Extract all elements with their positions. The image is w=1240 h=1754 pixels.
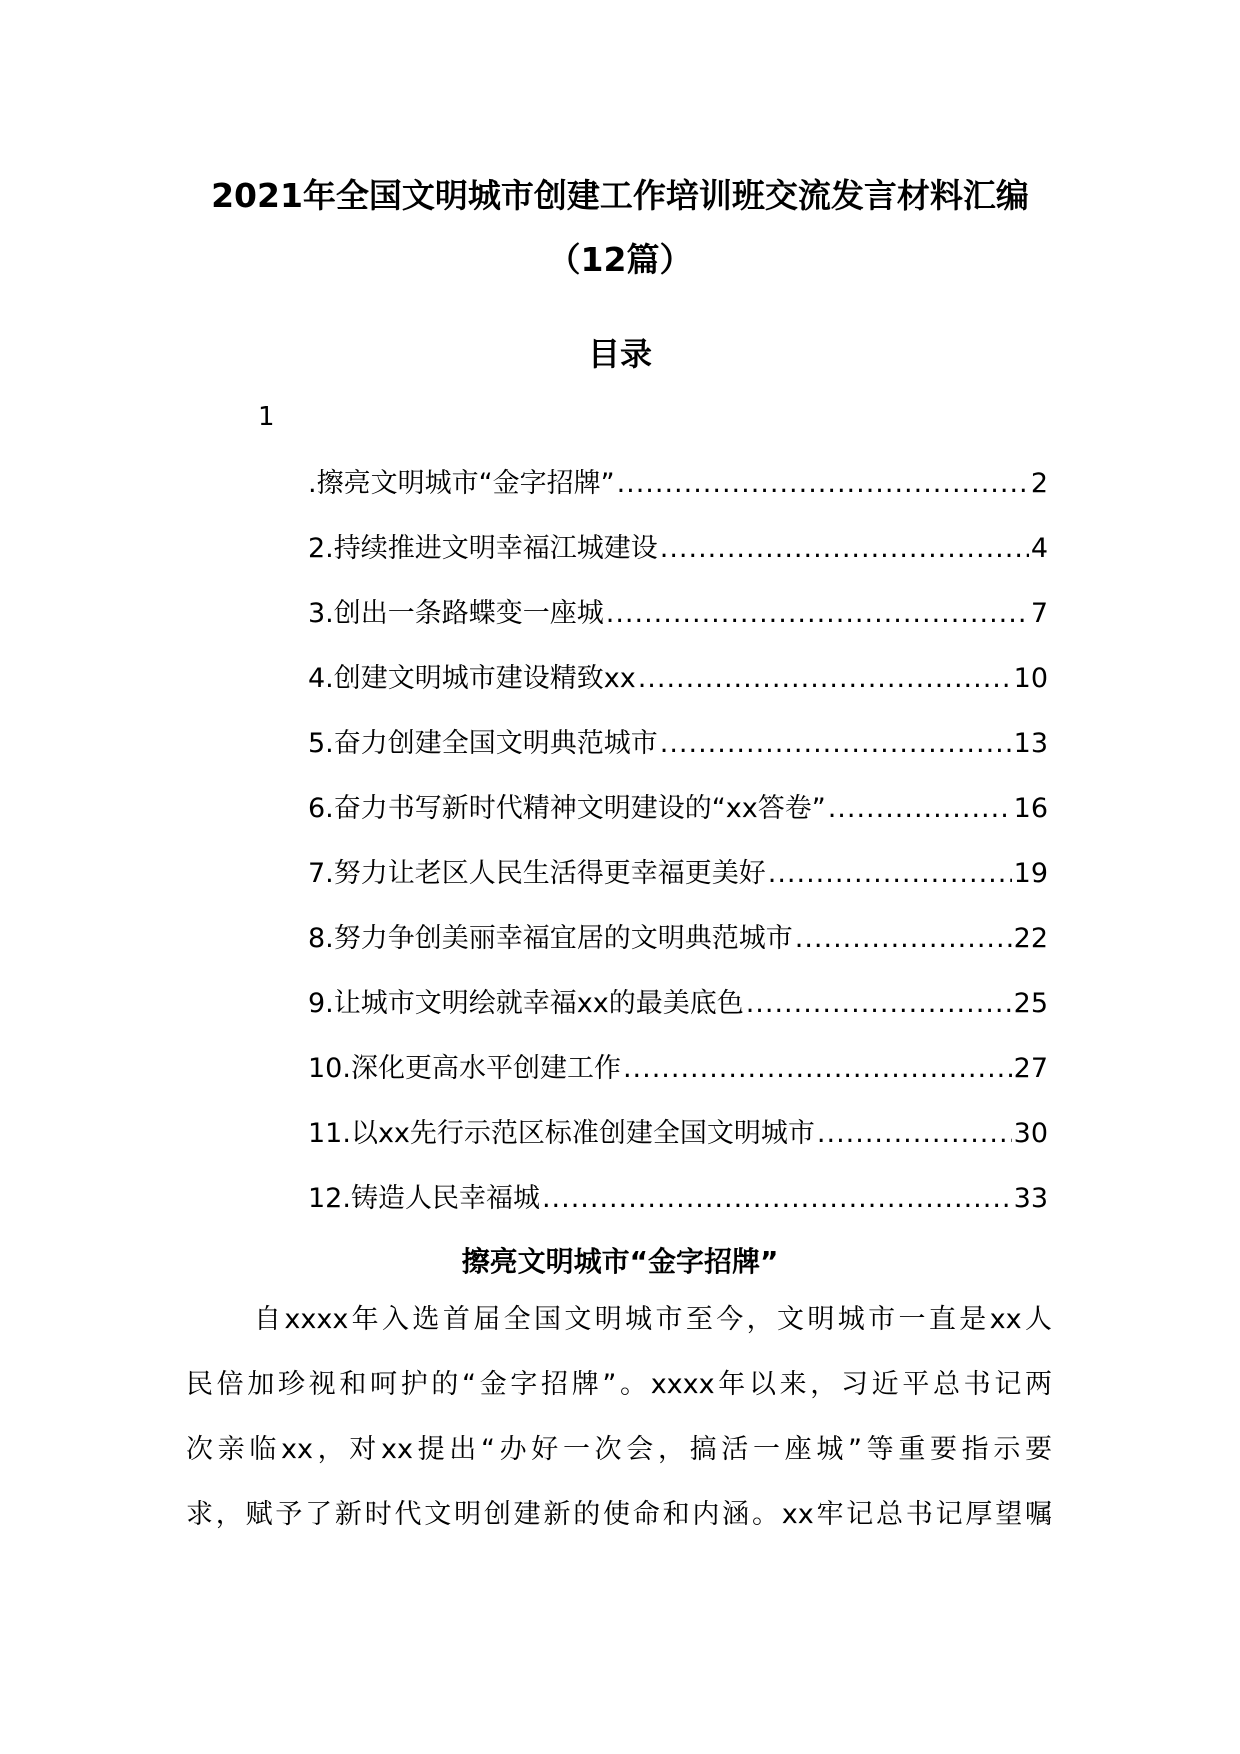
- toc-entry-page: 13: [1013, 728, 1048, 759]
- toc-entry-title: .擦亮文明城市“金字招牌”: [308, 468, 615, 499]
- toc-entry-page: 19: [1013, 858, 1048, 889]
- toc-entry-title: 2.持续推进文明幸福江城建设: [308, 533, 658, 564]
- toc-entry[interactable]: [308, 1052, 1048, 1117]
- toc-entry-title: 10.深化更高水平创建工作: [308, 1053, 621, 1084]
- body-paragraph: [186, 1300, 1052, 1560]
- toc-entry[interactable]: [308, 467, 1048, 532]
- toc-leader-dots: [768, 857, 1012, 891]
- toc-entry-page: 22: [1013, 923, 1048, 954]
- toc-entry-page: 4: [1030, 533, 1048, 564]
- toc-entry[interactable]: [308, 987, 1048, 1052]
- toc-leader-dots: [623, 1052, 1012, 1086]
- toc-entry-title: 4.创建文明城市建设精致xx: [308, 663, 636, 694]
- body-line: 民倍加珍视和呵护的“金字招牌”。xxxx年以来，习近平总书记两: [186, 1369, 1052, 1400]
- toc-entry-title: 12.铸造人民幸福城: [308, 1183, 540, 1214]
- toc-entry[interactable]: [308, 1117, 1048, 1182]
- section-heading: 擦亮文明城市“金字招牌”: [461, 1245, 779, 1278]
- toc-number: 1: [258, 402, 275, 432]
- toc-entry-title: 5.奋力创建全国文明典范城市: [308, 728, 658, 759]
- toc-entry-title: 3.创出一条路蝶变一座城: [308, 598, 604, 629]
- toc-leader-dots: [606, 597, 1029, 631]
- toc-entry-page: 33: [1013, 1183, 1048, 1214]
- body-line: 自xxxx年入选首届全国文明城市至今，文明城市一直是xx人: [254, 1304, 1052, 1335]
- toc-entry-page: 10: [1013, 663, 1048, 694]
- body-line: 求，赋予了新时代文明创建新的使命和内涵。xx牢记总书记厚望嘱: [186, 1499, 1052, 1530]
- toc-leader-dots: [638, 662, 1012, 696]
- toc-leader-dots: [617, 467, 1029, 501]
- toc-entry[interactable]: [308, 857, 1048, 922]
- toc-entry-page: 30: [1013, 1118, 1048, 1149]
- toc-entry[interactable]: [308, 662, 1048, 727]
- toc-entry-title: 7.努力让老区人民生活得更幸福更美好: [308, 858, 766, 889]
- toc-leader-dots: [828, 792, 1012, 826]
- toc-entry-page: 2: [1030, 468, 1048, 499]
- toc-entry-page: 7: [1030, 598, 1048, 629]
- toc-entry[interactable]: [308, 792, 1048, 857]
- toc-entry[interactable]: [308, 922, 1048, 987]
- toc-leader-dots: [542, 1182, 1012, 1216]
- toc-entry-title: 11.以xx先行示范区标准创建全国文明城市: [308, 1118, 815, 1149]
- toc-entry-page: 25: [1013, 988, 1048, 1019]
- body-line: 次亲临xx，对xx提出“办好一次会，搞活一座城”等重要指示要: [186, 1434, 1052, 1465]
- toc-entry[interactable]: [308, 597, 1048, 662]
- toc-entry[interactable]: [308, 532, 1048, 597]
- toc-entry-page: 16: [1013, 793, 1048, 824]
- toc-entry[interactable]: [308, 1182, 1048, 1247]
- table-of-contents: [308, 467, 1048, 1247]
- toc-entry-title: 9.让城市文明绘就幸福xx的最美底色: [308, 988, 744, 1019]
- toc-entry-title: 8.努力争创美丽幸福宜居的文明典范城市: [308, 923, 793, 954]
- toc-leader-dots: [660, 727, 1012, 761]
- document-title-line-2: （12篇）: [547, 240, 693, 279]
- toc-leader-dots: [817, 1117, 1012, 1151]
- document-title-line-1: 2021年全国文明城市创建工作培训班交流发言材料汇编: [211, 176, 1029, 215]
- toc-leader-dots: [795, 922, 1012, 956]
- toc-entry-title: 6.奋力书写新时代精神文明建设的“xx答卷”: [308, 793, 826, 824]
- toc-entry-page: 27: [1013, 1053, 1048, 1084]
- toc-heading: 目录: [587, 335, 652, 373]
- toc-leader-dots: [660, 532, 1029, 566]
- toc-entry[interactable]: [308, 727, 1048, 792]
- toc-leader-dots: [746, 987, 1012, 1021]
